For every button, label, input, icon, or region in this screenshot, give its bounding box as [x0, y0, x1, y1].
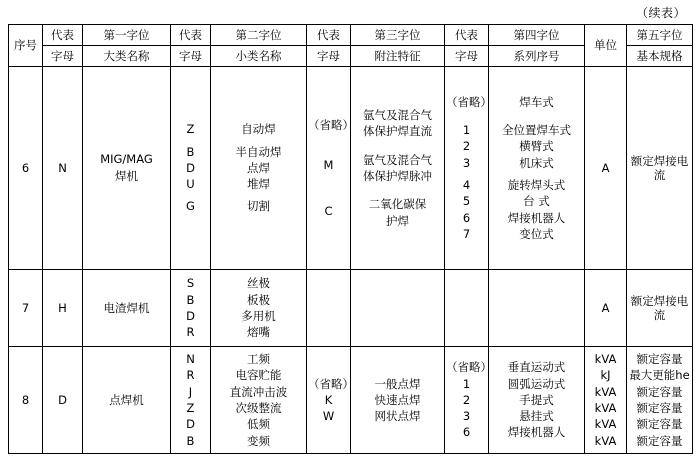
name4-item: 焊车式	[519, 94, 554, 109]
header-letter4-top: 代表	[445, 25, 489, 46]
header-letter1-bottom: 字母	[43, 46, 83, 67]
row-letter2	[171, 270, 211, 347]
letter2-item: Z	[186, 122, 195, 137]
letter4-item: 1	[462, 376, 471, 391]
letter2-item: R	[186, 325, 195, 340]
letter2-item: R	[186, 368, 195, 383]
name2-item: 丝极	[247, 276, 270, 291]
letter2-item: S	[186, 276, 195, 291]
header-letter2-bottom: 字母	[171, 46, 211, 67]
row-name3	[351, 67, 445, 270]
row-letter4	[445, 347, 492, 454]
row-seq: 8	[9, 347, 43, 454]
row-letter2	[171, 67, 211, 270]
name3-item: 护焊	[386, 213, 409, 228]
row-letter3	[307, 270, 351, 347]
header-pos3-top: 第三字位	[351, 25, 445, 46]
continuation-label: （续表）	[635, 6, 686, 20]
name2-item: 直流冲击波	[229, 384, 288, 399]
letter3-item: （省略）	[308, 376, 354, 391]
unit-item: kVA	[594, 352, 617, 367]
letter2-item: G	[186, 199, 195, 214]
name2-item: 自动焊	[241, 122, 276, 137]
row-name4	[489, 270, 585, 347]
specification-table	[8, 24, 693, 454]
letter4-item: 6	[462, 425, 471, 440]
letter3-item: K	[324, 392, 333, 407]
header-pos4-bottom: 系列序号	[489, 46, 585, 67]
header-pos2-bottom: 小类名称	[211, 46, 307, 67]
name3-item: 氩气及混合气	[363, 108, 432, 123]
header-unit: 单位	[585, 25, 627, 67]
name4-item: 机床式	[519, 155, 554, 170]
name4-item: 悬挂式	[519, 409, 554, 424]
letter4-item: 1	[462, 123, 471, 138]
name3-item: 一般点焊	[374, 376, 421, 391]
row-name3	[351, 347, 445, 454]
letter2-item: J	[188, 384, 193, 399]
row-unit: A	[585, 67, 627, 270]
row-name1-line: MIG/MAG	[100, 152, 153, 167]
name5-item: 最大更能he	[629, 368, 690, 383]
letter4-item: 5	[462, 194, 471, 209]
letter4-item: 4	[462, 178, 471, 192]
row-seq: 7	[9, 270, 43, 347]
letter3-item: M	[323, 157, 334, 172]
header-letter1-top: 代表	[43, 25, 83, 46]
letter4-item: 7	[462, 226, 471, 241]
name3-item: 体保护焊直流	[363, 124, 432, 139]
name3-item: 体保护焊脉冲	[363, 169, 432, 183]
name2-item: 半自动焊	[235, 144, 282, 159]
name3-item: 网状点焊	[374, 409, 421, 424]
unit-item: kVA	[594, 401, 617, 415]
header-pos1-bottom: 大类名称	[83, 46, 171, 67]
name2-item: 变频	[247, 433, 270, 448]
name4-item: 横臂式	[519, 139, 554, 154]
letter4-item: 3	[462, 155, 471, 170]
name2-item: 电容贮能	[235, 368, 282, 383]
name5-item: 额定容量	[636, 417, 683, 432]
letter2-item: B	[186, 292, 195, 307]
name2-item: 低频	[247, 417, 270, 432]
name3-item: 氩气及混合气	[363, 152, 432, 167]
letter2-item: D	[186, 309, 195, 323]
row-letter2	[171, 347, 211, 454]
name5-item: 额定容量	[636, 433, 683, 448]
header-seq: 序号	[9, 25, 43, 67]
header-letter2-top: 代表	[171, 25, 211, 46]
row-name2	[211, 270, 307, 347]
table-row	[9, 347, 693, 454]
name4-item: 圆弧运动式	[507, 376, 566, 391]
letter4-item: 6	[462, 210, 471, 225]
letter2-item: B	[186, 433, 195, 448]
name5-item: 额定容量	[636, 352, 683, 367]
header-pos1-top: 第一字位	[83, 25, 171, 46]
row-letter1: D	[43, 347, 83, 454]
spacer	[308, 191, 349, 203]
row-name5	[627, 347, 693, 454]
row-name2	[211, 67, 307, 270]
name2-item: 板极	[247, 292, 270, 307]
spacer	[446, 110, 487, 122]
letter2-item: D	[186, 417, 195, 432]
row-name1: 点焊机	[83, 347, 171, 454]
table-header-row-top	[9, 25, 693, 46]
row-name2	[211, 347, 307, 454]
header-pos5-bottom: 基本规格	[627, 46, 693, 67]
name2-item: 切割	[247, 199, 270, 214]
name2-item: 堆焊	[247, 177, 270, 192]
letter2-item: N	[186, 352, 195, 367]
name3-item: 二氧化碳保	[368, 197, 427, 212]
row-name1-line: 焊机	[115, 169, 138, 183]
row-letter3	[307, 347, 354, 454]
name5-item: 额定容量	[636, 384, 683, 399]
spacer	[308, 133, 349, 151]
name4-item: 全位置焊车式	[502, 123, 571, 138]
name5-item: 额定容量	[636, 401, 683, 415]
row-letter4	[445, 270, 489, 347]
row-name4	[489, 67, 585, 270]
row-seq: 6	[9, 67, 43, 270]
header-letter4-bottom: 字母	[445, 46, 489, 67]
name4-item: 旋转焊头式	[507, 178, 566, 192]
name4-item: 变位式	[519, 226, 554, 241]
name4-item: 垂直运动式	[507, 360, 566, 375]
row-letter1: H	[43, 270, 83, 347]
spacer	[490, 110, 583, 122]
table-row	[9, 67, 693, 270]
row-letter1: N	[43, 67, 83, 270]
letter3-item: C	[324, 204, 333, 219]
row-unit	[585, 347, 627, 454]
header-pos2-top: 第二字位	[211, 25, 307, 46]
letter4-item: 3	[462, 409, 471, 424]
row-name1: 电渣焊机	[83, 270, 171, 347]
name2-item: 多用机	[241, 309, 276, 323]
unit-item: kVA	[594, 384, 617, 399]
spacer	[352, 140, 443, 152]
header-letter3-bottom: 字母	[307, 46, 351, 67]
name2-item: 工频	[247, 352, 270, 367]
row-unit: A	[585, 270, 627, 347]
unit-item: kVA	[594, 433, 617, 448]
letter3-item: W	[322, 409, 335, 424]
letter4-item: （省略）	[446, 360, 492, 375]
name2-item: 点焊	[247, 160, 270, 175]
header-pos5-top: 第五字位	[627, 25, 693, 46]
table-row	[9, 270, 693, 347]
unit-item: kJ	[600, 368, 611, 383]
row-name1	[83, 67, 171, 270]
header-pos3-bottom: 附注特征	[351, 46, 445, 67]
name4-item: 焊接机器人	[507, 425, 566, 440]
letter2-item: U	[186, 177, 195, 192]
row-letter4	[445, 67, 492, 270]
name2-item: 熔嘴	[247, 325, 270, 340]
spacer	[352, 184, 443, 196]
unit-item: kVA	[594, 417, 617, 432]
letter2-item: Z	[186, 401, 195, 415]
row-name3	[351, 270, 445, 347]
letter2-item: D	[186, 160, 195, 175]
letter3-item: （省略）	[308, 117, 354, 132]
row-letter3	[307, 67, 354, 270]
header-letter3-top: 代表	[307, 25, 351, 46]
letter4-item: 2	[462, 392, 471, 407]
letter4-item: （省略）	[446, 94, 492, 109]
row-name5: 额定焊接电流	[627, 270, 693, 347]
name2-item: 次级整流	[235, 401, 282, 415]
name4-item: 焊接机器人	[507, 210, 566, 225]
name4-item: 台 式	[523, 194, 550, 209]
name4-item: 手提式	[519, 392, 554, 407]
header-pos4-top: 第四字位	[489, 25, 585, 46]
letter4-item: 2	[462, 139, 471, 154]
row-name5: 额定焊接电流	[627, 67, 693, 270]
name3-item: 快速点焊	[374, 392, 421, 407]
row-name4	[489, 347, 585, 454]
letter2-item: B	[186, 144, 195, 159]
spacer	[308, 173, 349, 191]
